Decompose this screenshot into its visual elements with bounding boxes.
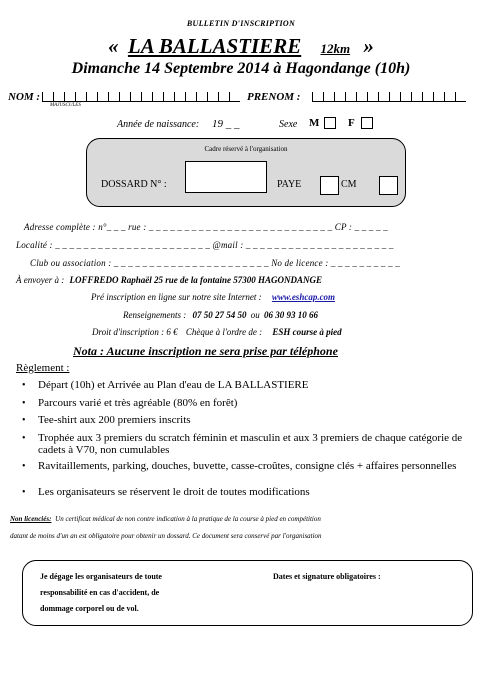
non-licencies-text-2: datant de moins d'un an est obligatoire pour obtenir un dossard. Ce document sera conservé par l'organisation — [10, 532, 322, 540]
majuscules-note: MAJUSCULES — [50, 103, 81, 108]
cheque-value: ESH course à pied — [272, 327, 342, 337]
non-licencies-text-1: Un certificat médical de non contre indication à la pratique de la course à pied en compétition — [55, 515, 321, 523]
reglement-item: Ravitaillements, parking, douches, buvette, casse-croûtes, consigne clés + affaires personnelles — [38, 460, 457, 472]
dossard-label: DOSSARD N° : — [101, 179, 167, 190]
sexe-female-label: F — [348, 117, 355, 129]
bullet-icon: • — [22, 415, 26, 426]
signature-box — [22, 560, 473, 626]
cm-label: CM — [341, 179, 357, 190]
sexe-female-checkbox[interactable] — [361, 117, 373, 129]
race-title-line — [0, 34, 482, 59]
decharge-line-3: dommage corporel ou de vol. — [40, 604, 139, 613]
envoyer-label: À envoyer à : — [16, 275, 65, 285]
bullet-icon: • — [22, 380, 26, 391]
guillemet-close: » — [363, 34, 374, 58]
club-licence-field[interactable]: Club ou association : _ _ _ _ _ _ _ _ _ _ _ _ _ _ _ _ _ _ _ _ _ _ No de licence : _ _ _ _ _ _ _ _ _ _ — [30, 258, 400, 268]
droit-line — [92, 327, 342, 337]
nota-line: Nota : Aucune inscription ne sera prise par téléphone — [73, 344, 338, 358]
reglement-item: Trophée aux 3 premiers du scratch féminin et masculin et aux 3 premiers de chaque catégorie de cadets à V70, non cumulables — [38, 432, 463, 456]
paye-checkbox[interactable] — [320, 176, 339, 195]
nom-label: NOM : — [8, 91, 41, 103]
renseignements-line — [123, 310, 318, 320]
decharge-line-1: Je dégage les organisateurs de toute — [40, 572, 162, 581]
localite-mail-field[interactable]: Localité : _ _ _ _ _ _ _ _ _ _ _ _ _ _ _ _ _ _ _ _ _ _ @mail : _ _ _ _ _ _ _ _ _ _ _ _ _ _ _ _ _ _ _ _ _ — [16, 240, 394, 250]
dossard-field[interactable] — [185, 161, 267, 193]
adresse-field[interactable]: Adresse complète : n°_ _ _ rue : _ _ _ _ _ _ _ _ _ _ _ _ _ _ _ _ _ _ _ _ _ _ _ _ _ _ CP : _ _ _ _ _ — [24, 222, 388, 232]
annee-field[interactable]: 19 _ _ — [212, 118, 240, 130]
paye-label: PAYE — [277, 179, 302, 190]
preinscription-label: Pré inscription en ligne sur notre site Internet : — [91, 292, 262, 302]
website-link[interactable]: www.eshcap.com — [271, 292, 336, 302]
droit-label: Droit d'inscription : 6 € — [92, 327, 178, 337]
non-licencies-line-1 — [10, 515, 321, 523]
sexe-male-checkbox[interactable] — [324, 117, 336, 129]
race-name: LA BALLASTIERE — [127, 34, 302, 58]
race-distance: 12km — [320, 41, 351, 56]
preinscription-line — [91, 292, 335, 302]
nom-field[interactable] — [42, 92, 240, 102]
annee-label: Année de naissance: — [117, 119, 200, 130]
reglement-item: Les organisateurs se réservent le droit de toutes modifications — [38, 486, 310, 498]
envoyer-address: LOFFREDO Raphaël 25 rue de la fontaine 57300 HAGONDANGE — [69, 275, 323, 285]
phone-or: ou — [250, 310, 260, 320]
bulletin-heading: BULLETIN D'INSCRIPTION — [186, 19, 296, 28]
reglement-item: Départ (10h) et Arrivée au Plan d'eau de LA BALLASTIERE — [38, 379, 309, 391]
prenom-field[interactable] — [312, 92, 466, 102]
reglement-title: Règlement : — [16, 362, 70, 374]
cm-checkbox[interactable] — [379, 176, 398, 195]
sexe-label: Sexe — [279, 119, 298, 130]
reglement-item: Tee-shirt aux 200 premiers inscrits — [38, 414, 191, 426]
decharge-line-2: responsabilité en cas d'accident, de — [40, 588, 160, 597]
phone-1: 07 50 27 54 50 — [192, 310, 247, 320]
guillemet-open: « — [108, 34, 119, 58]
bullet-icon: • — [22, 398, 26, 409]
signature-area[interactable] — [273, 585, 461, 619]
prenom-label: PRENOM : — [247, 91, 301, 103]
envoyer-line — [16, 275, 322, 285]
cheque-label: Chèque à l'ordre de : — [185, 327, 263, 337]
bullet-icon: • — [22, 461, 26, 472]
date-line: Dimanche 14 Septembre 2014 à Hagondange (10h) — [71, 60, 411, 77]
dates-signature-label: Dates et signature obligatoires : — [273, 572, 381, 581]
org-box-title: Cadre réservé à l'organisation — [204, 145, 288, 153]
bullet-icon: • — [22, 487, 26, 498]
bullet-icon: • — [22, 433, 26, 444]
org-reserved-box — [86, 138, 406, 207]
renseignements-label: Renseignements : — [123, 310, 187, 320]
non-licencies-label: Non licenciés: — [10, 515, 52, 523]
phone-2: 06 30 93 10 66 — [263, 310, 318, 320]
sexe-male-label: M — [309, 117, 320, 129]
reglement-item: Parcours varié et très agréable (80% en forêt) — [38, 397, 238, 409]
